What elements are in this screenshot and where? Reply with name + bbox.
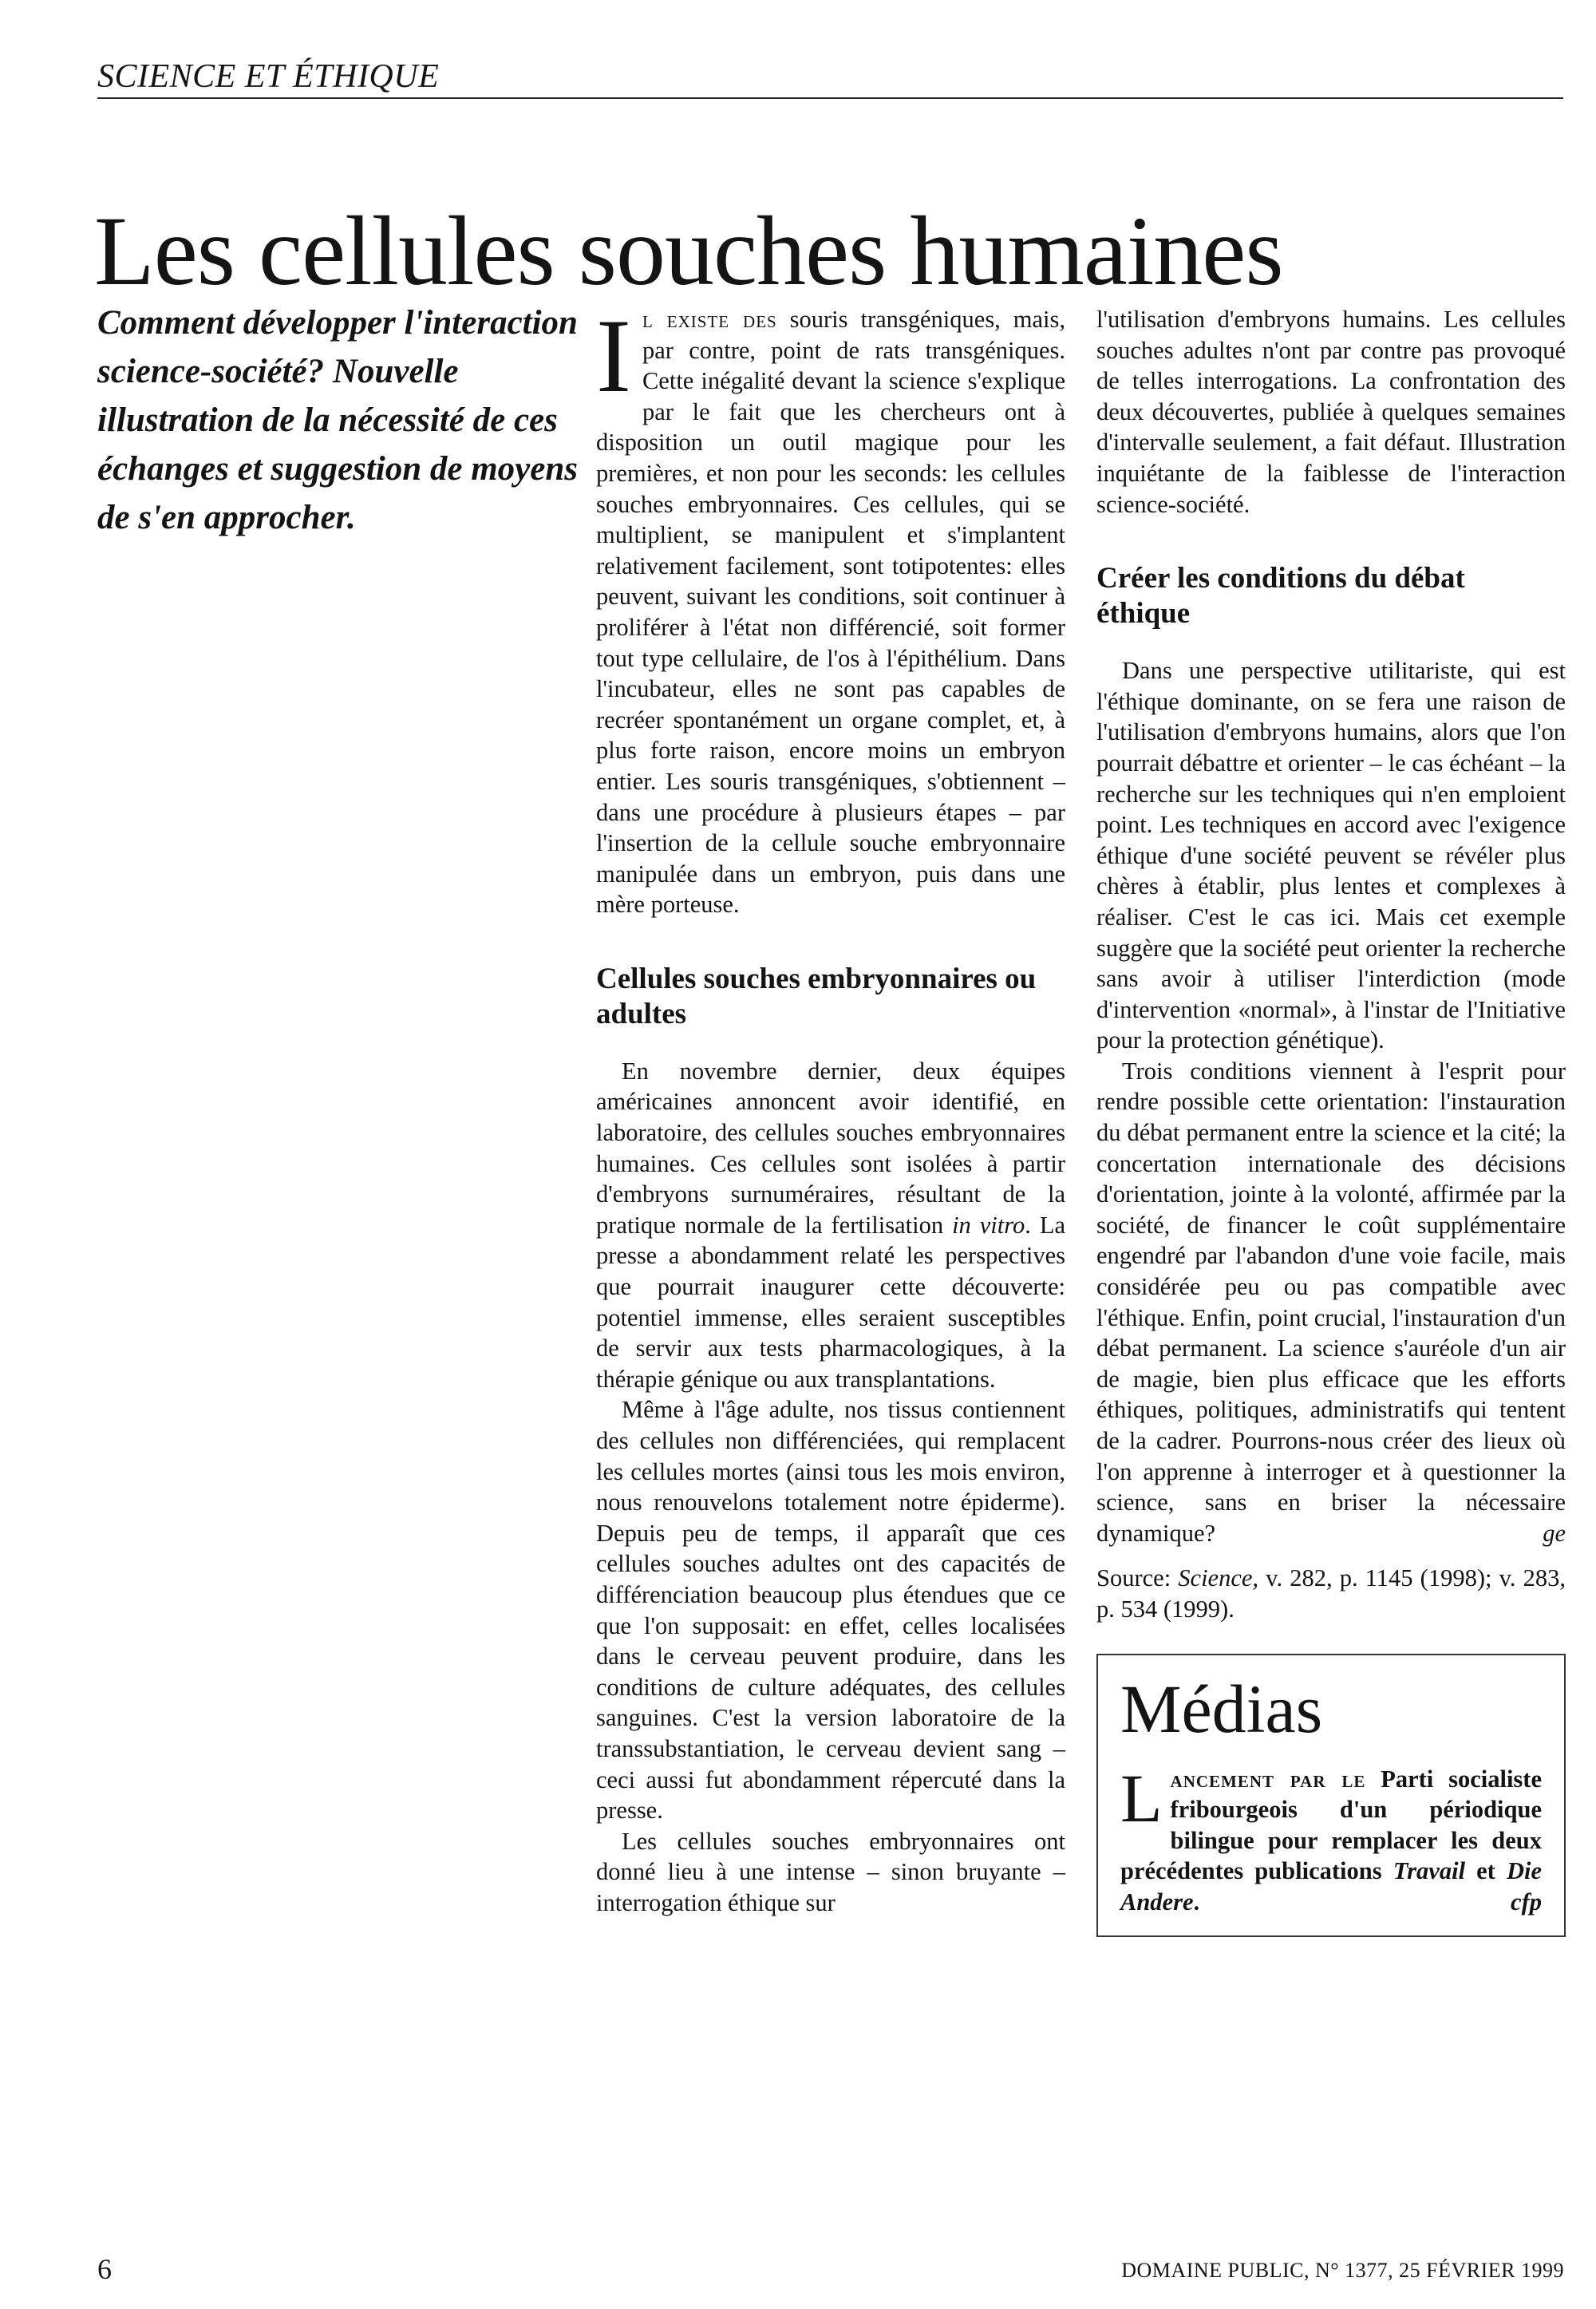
- page-number: 6: [97, 2253, 112, 2285]
- media-box-title: Médias: [1120, 1670, 1323, 1747]
- media-box: [1096, 1654, 1566, 1937]
- subheading-ethical-debate: Créer les conditions du débat éthique: [1096, 562, 1465, 631]
- lead-in: ancement par le: [1170, 1765, 1366, 1793]
- paragraph-text: Parti socialiste fribourgeois d'un périodique bilingue pour remplacer les deux précédentes publications: [1120, 1765, 1542, 1885]
- publication-name: Travail: [1393, 1857, 1466, 1885]
- article-title: Les cellules souches humaines: [94, 196, 1283, 306]
- paragraph-text: Trois conditions viennent à l'esprit pour rendre possible cette orientation: l'instauration du débat permanent entre la science et la cité; la concertation internationale des décisions d'orientation, jointe à la volonté, affirmée par la société, de financer le coût supplémentaire engendré par l'abandon d'une voie facile, mais considérée peu ou pas compatible avec l'éthique. Enfin, point crucial, l'instauration d'un débat permanent. La science s'auréole d'un air de magie, bien plus efficace que les efforts éthiques, politiques, administratifs qui tentent de la cadrer. Pourrons-nous créer des lieux où l'on apprenne à interroger et à questionner la science, sans en briser la nécessaire dynamique?: [1096, 1057, 1566, 1547]
- publication-footer: DOMAINE PUBLIC, N° 1377, 25 FÉVRIER 1999: [1121, 2259, 1564, 2282]
- italic-term: in vitro: [952, 1211, 1025, 1239]
- article-column-1: [596, 297, 1066, 1919]
- paragraph-text: souris transgéniques, mais, par contre, point de rats transgéniques. Cette inégalité devant la science s'explique par le fait que les chercheurs ont à disposition un outil magique pour les premières, et non pour les seconds: les cellules souches embryonnaires. Ces cellules, qui se multiplient, se manipulent et s'implantent relativement facilement, sont totipotentes: elles peuvent, suivant les conditions, soit continuer à proliférer à l'état non différencié, soit former tout type cellulaire, de l'os à l'épithélium. Dans l'incubateur, elles ne sont pas capables de recréer spontanément un organe complet, et, à plus forte raison, encore moins un embryon entier. Les souris transgéniques, s'obtiennent – dans une procédure à plusieurs étapes – par l'insertion de la cellule souche embryonnaire manipulée dans un embryon, puis dans une mère porteuse.: [596, 306, 1065, 919]
- article-paragraph-3: Même à l'âge adulte, nos tissus contiennent des cellules non différenciées, qui remplacent les cellules mortes (ainsi tous les mois environ, nous renouvelons totalement notre épiderme). Depuis peu de temps, il apparaît que ces cellules souches adultes ont des capacités de différenciation beaucoup plus étendues que ce que l'on supposait: en effet, celles localisées dans le cerveau peuvent produire, dans les conditions de culture adéquates, des cellules sanguines. C'est la version laboratoire de la transsubstantiation, le cerveau devient sang – ceci aussi fut abondamment répercuté dans la presse.: [596, 1396, 1065, 1825]
- article-paragraph-6: Dans une perspective utilitariste, qui est l'éthique dominante, on se fera une raison de l'utilisation d'embryons humains, alors que l'on pourrait débattre et orienter – le cas échéant – la recherche sur les techniques qui n'en emploient point. Les techniques en accord avec l'exigence éthique d'une société peuvent se révéler plus chères à établir, plus lentes et complexes à réaliser. C'est le cas ici. Mais cet exemple suggère que la société peut orienter la recherche sans avoir à utiliser l'interdiction (mode d'intervention «normal», à l'instar de l'Initiative pour la protection génétique).: [1096, 657, 1566, 1054]
- source-journal: Science,: [1178, 1564, 1259, 1592]
- header-rule: [97, 97, 1563, 99]
- box-signature: cfp: [1511, 1888, 1542, 1916]
- paragraph-text: et: [1465, 1857, 1507, 1885]
- lead-in: l existe des: [642, 306, 777, 333]
- article-lede: Comment développer l'interaction science-société? Nouvelle illustration de la nécessité de ces échanges et suggestion de moyens de s'en approcher.: [97, 304, 578, 536]
- paragraph-text: En novembre dernier, deux équipes américaines annoncent avoir identifié, en laboratoire, des cellules souches embryonnaires humaines. Ces cellules sont isolées à partir d'embryons surnuméraires, résultant de la pratique normale de la fertilisation: [596, 1057, 1065, 1239]
- article-paragraph-5: l'utilisation d'embryons humains. Les cellules souches adultes n'ont par contre pas provoqué de telles interrogations. La confrontation des deux découvertes, publiée à quelques semaines d'intervalle seulement, a fait défaut. Illustration inquiétante de la faiblesse de l'interaction science-société.: [1096, 306, 1566, 518]
- paragraph-text: .: [1193, 1888, 1200, 1916]
- article-paragraph-7: [1096, 1056, 1566, 1549]
- publication-name: Die Andere: [1120, 1857, 1542, 1916]
- drop-cap: L: [1120, 1759, 1163, 1837]
- source-citation: [1096, 1563, 1566, 1624]
- media-box-text: [1120, 1759, 1542, 1918]
- subheading-embryonic-or-adult: Cellules souches embryonnaires ou adultes: [596, 962, 1037, 1030]
- article-paragraph-2: [596, 1056, 1065, 1395]
- paragraph-text: . La presse a abondamment relaté les perspectives que pourrait inaugurer cette découverte: potentiel immense, elles seraient susceptibles de servir aux tests pharmacologiques, à la thérapie génique ou aux transplantations.: [596, 1211, 1066, 1393]
- source-details: v. 282, p. 1145 (1998); v. 283, p. 534 (1999).: [1096, 1564, 1566, 1623]
- source-label: Source:: [1096, 1564, 1179, 1592]
- section-rubric: SCIENCE ET ÉTHIQUE: [97, 58, 440, 95]
- author-signature: ge: [1543, 1519, 1566, 1547]
- drop-cap: I: [596, 297, 631, 414]
- article-paragraph-1: [596, 297, 1065, 920]
- article-paragraph-4: Les cellules souches embryonnaires ont donné lieu à une intense – sinon bruyante – interrogation éthique sur: [596, 1827, 1065, 1916]
- article-column-2: [1096, 304, 1566, 1937]
